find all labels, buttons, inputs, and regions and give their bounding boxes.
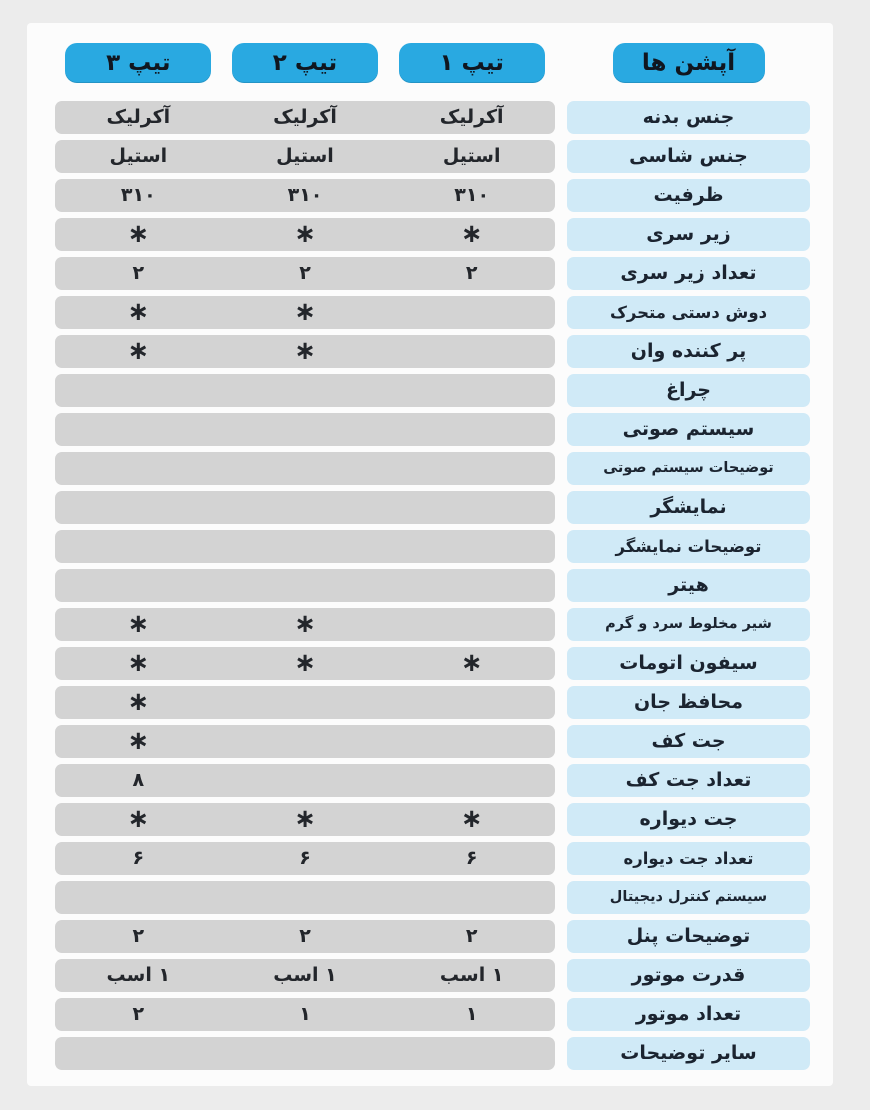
value-type1: ۲	[465, 925, 478, 947]
table-rows	[55, 101, 810, 1070]
row-values-bar	[55, 569, 555, 602]
table-row	[55, 569, 810, 602]
value-type3: ۸	[132, 769, 145, 791]
value-type1: ۱	[465, 1003, 478, 1025]
table-row	[55, 335, 810, 368]
row-label: تعداد موتور	[567, 998, 810, 1031]
row-values-bar	[55, 959, 555, 992]
value-type1: ∗	[460, 219, 483, 249]
row-label: توضیحات سیستم صوتی	[567, 452, 810, 485]
table-row	[55, 101, 810, 134]
value-type3: ∗	[127, 336, 150, 366]
value-type2: ۱	[299, 1003, 311, 1025]
value-type2: استیل	[276, 145, 334, 167]
row-label: نمایشگر	[567, 491, 810, 524]
table-row	[55, 491, 810, 524]
table-row	[55, 725, 810, 758]
table-row	[55, 218, 810, 251]
table-row	[55, 998, 810, 1031]
value-type1: ۱ اسب	[439, 964, 504, 986]
value-type2: ۳۱۰	[287, 184, 323, 206]
row-label: محافظ جان	[567, 686, 810, 719]
value-type3: ۱ اسب	[106, 964, 171, 986]
value-type2: ۲	[299, 925, 311, 947]
row-label: جنس شاسی	[567, 140, 810, 173]
table-panel	[27, 23, 833, 1086]
row-label: ظرفیت	[567, 179, 810, 212]
table-row	[55, 803, 810, 836]
value-type2: ∗	[294, 297, 316, 327]
table-row	[55, 959, 810, 992]
table-row	[55, 764, 810, 797]
table-row	[55, 842, 810, 875]
value-type3: ∗	[127, 687, 150, 717]
row-values-bar	[55, 530, 555, 563]
row-values-bar	[55, 218, 555, 251]
table-row	[55, 608, 810, 641]
column-header-options: آپشن ها	[613, 43, 765, 83]
row-values-bar	[55, 608, 555, 641]
value-type1: ∗	[460, 648, 483, 678]
row-values-bar	[55, 686, 555, 719]
column-header-type-3: تیپ ۳	[65, 43, 211, 83]
row-values-bar	[55, 920, 555, 953]
value-type3: ۳۱۰	[120, 184, 156, 206]
row-label: دوش دستی متحرک	[567, 296, 810, 329]
row-values-bar	[55, 452, 555, 485]
value-type1: ۳۱۰	[454, 184, 490, 206]
row-values-bar	[55, 257, 555, 290]
table-row	[55, 647, 810, 680]
row-label: توضیحات پنل	[567, 920, 810, 953]
value-type2: ∗	[294, 804, 316, 834]
row-values-bar	[55, 140, 555, 173]
row-values-bar	[55, 647, 555, 680]
row-label: جت دیواره	[567, 803, 810, 836]
row-label: سیستم صوتی	[567, 413, 810, 446]
table-row	[55, 296, 810, 329]
value-type3: ۶	[132, 847, 145, 869]
row-label: سایر توضیحات	[567, 1037, 810, 1070]
table-row	[55, 686, 810, 719]
row-label: جت کف	[567, 725, 810, 758]
column-header-type-1: تیپ ۱	[399, 43, 545, 83]
value-type3: ۲	[132, 262, 145, 284]
table-row	[55, 374, 810, 407]
row-label: زیر سری	[567, 218, 810, 251]
table-row	[55, 920, 810, 953]
row-values-bar	[55, 803, 555, 836]
value-type1: استیل	[442, 145, 501, 167]
row-values-bar	[55, 374, 555, 407]
row-label: تعداد زیر سری	[567, 257, 810, 290]
row-values-bar	[55, 881, 555, 914]
value-type3: ∗	[127, 648, 150, 678]
value-type2: ∗	[294, 336, 316, 366]
row-label: شیر مخلوط سرد و گرم	[567, 608, 810, 641]
value-type3: ∗	[127, 297, 150, 327]
table-row	[55, 1037, 810, 1070]
value-type1: آکرلیک	[439, 106, 504, 128]
row-values-bar	[55, 335, 555, 368]
row-values-bar	[55, 179, 555, 212]
table-row	[55, 179, 810, 212]
row-values-bar	[55, 842, 555, 875]
value-type3: ۲	[132, 1003, 145, 1025]
table-row	[55, 452, 810, 485]
table-row	[55, 881, 810, 914]
table-row	[55, 257, 810, 290]
row-label: سیفون اتومات	[567, 647, 810, 680]
row-values-bar	[55, 1037, 555, 1070]
table-row	[55, 140, 810, 173]
row-label: هیتر	[567, 569, 810, 602]
row-label: تعداد جت کف	[567, 764, 810, 797]
value-type3: ∗	[127, 804, 150, 834]
row-values-bar	[55, 764, 555, 797]
options-header-group	[567, 43, 810, 83]
row-values-bar	[55, 101, 555, 134]
table-header-row	[55, 43, 810, 83]
value-type2: ۱ اسب	[273, 964, 337, 986]
value-type2: ۲	[299, 262, 311, 284]
value-type3: ∗	[127, 219, 150, 249]
row-label: چراغ	[567, 374, 810, 407]
row-label: تعداد جت دیواره	[567, 842, 810, 875]
row-values-bar	[55, 725, 555, 758]
value-type2: ∗	[294, 219, 316, 249]
value-type3: ۲	[132, 925, 145, 947]
value-type2: ۶	[299, 847, 311, 869]
value-type1: ∗	[460, 804, 483, 834]
row-label: جنس بدنه	[567, 101, 810, 134]
row-values-bar	[55, 491, 555, 524]
row-label: قدرت موتور	[567, 959, 810, 992]
value-type3: آکرلیک	[106, 106, 171, 128]
row-values-bar	[55, 296, 555, 329]
value-type2: آکرلیک	[273, 106, 337, 128]
value-type3: استیل	[109, 145, 168, 167]
column-header-type-2: تیپ ۲	[232, 43, 378, 83]
value-type2: ∗	[294, 648, 316, 678]
value-type2: ∗	[294, 609, 316, 639]
value-type3: ∗	[127, 609, 150, 639]
row-label: سیستم کنترل دیجیتال	[567, 881, 810, 914]
table-row	[55, 413, 810, 446]
value-type3: ∗	[127, 726, 150, 756]
table-row	[55, 530, 810, 563]
row-label: پر کننده وان	[567, 335, 810, 368]
value-type1: ۶	[465, 847, 478, 869]
value-type1: ۲	[465, 262, 478, 284]
type-header-group	[55, 43, 555, 83]
row-values-bar	[55, 413, 555, 446]
row-label: توضیحات نمایشگر	[567, 530, 810, 563]
row-values-bar	[55, 998, 555, 1031]
